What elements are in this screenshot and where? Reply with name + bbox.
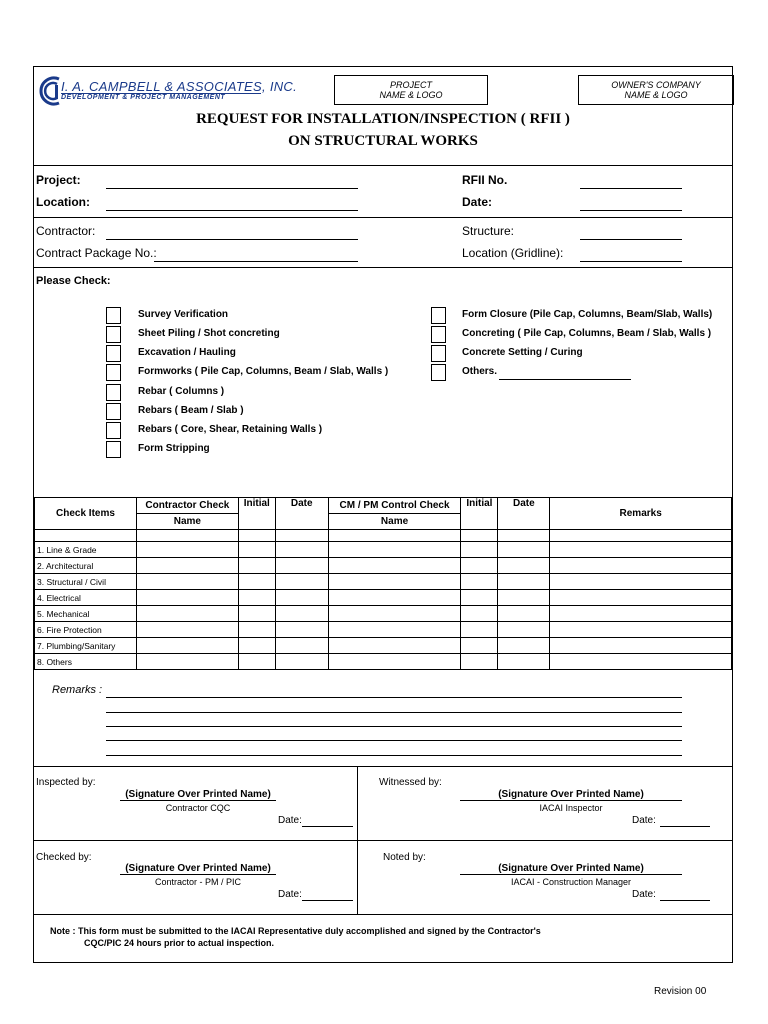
checkbox-form-closure[interactable] [431,307,446,324]
project-label: Project: [36,173,81,187]
table-row: 6. Fire Protection [35,622,732,638]
checkbox-formworks[interactable] [106,364,121,381]
rfii-form [33,66,733,963]
check-label: Rebar ( Columns ) [138,386,225,397]
signature-checked[interactable]: (Signature Over Printed Name) [120,863,276,875]
check-label: Form Stripping [138,443,210,454]
check-label: Sheet Piling / Shot concreting [138,328,280,339]
header-cm-pm-check: CM / PM Control Check [328,498,461,514]
checkbox-rebars-core[interactable] [106,422,121,439]
date-label: Date: [278,815,302,826]
location-gridline-label: Location (Gridline): [462,246,564,260]
table-row: 7. Plumbing/Sanitary [35,638,732,654]
date-field[interactable] [580,210,682,211]
page-subtitle: ON STRUCTURAL WORKS [288,133,478,149]
revision-label: Revision 00 [654,986,707,997]
checked-by-label: Checked by: [36,852,92,863]
table-row: 5. Mechanical [35,606,732,622]
contractor-label: Contractor: [36,224,96,238]
check-label: Rebars ( Core, Shear, Retaining Walls ) [138,424,323,435]
date-field[interactable] [660,900,710,901]
remarks-line[interactable] [106,697,682,698]
date-label: Date: [632,889,656,900]
witnessed-by-label: Witnessed by: [379,777,442,788]
header-check-items: Check Items [35,498,137,530]
check-label: Formworks ( Pile Cap, Columns, Beam / Slab, Walls ) [138,366,389,377]
checkbox-sheet-piling[interactable] [106,326,121,343]
checkbox-concrete-setting[interactable] [431,345,446,362]
table-row: 8. Others [35,654,732,670]
checkbox-survey[interactable] [106,307,121,324]
header-remarks: Remarks [550,498,732,530]
contract-package-field[interactable] [154,261,358,262]
structure-label: Structure: [462,224,515,238]
table-row: 1. Line & Grade [35,542,732,558]
remarks-line[interactable] [106,740,682,741]
remarks-line[interactable] [106,726,682,727]
remarks-label: Remarks : [52,684,103,696]
checkbox-others[interactable] [431,364,446,381]
check-label: Others. [462,366,498,377]
check-label: Survey Verification [138,309,229,320]
signatory-role: Contractor CQC [165,803,231,813]
date-field[interactable] [302,826,353,827]
owner-logo-box: OWNER'S COMPANY NAME & LOGO [578,75,734,105]
table-row: 4. Electrical [35,590,732,606]
header-date: Date [275,498,328,530]
check-label: Concrete Setting / Curing [462,347,583,358]
checkbox-form-stripping[interactable] [106,441,121,458]
location-field[interactable] [106,210,358,211]
rfii-no-field[interactable] [580,188,682,189]
structure-field[interactable] [580,239,682,240]
checkbox-excavation[interactable] [106,345,121,362]
date-field[interactable] [660,826,710,827]
check-label: Form Closure (Pile Cap, Columns, Beam/Slab, Walls) [462,309,713,320]
check-label: Rebars ( Beam / Slab ) [138,405,244,416]
please-check-label: Please Check: [36,275,111,287]
noted-by-label: Noted by: [383,852,426,863]
check-label: Concreting ( Pile Cap, Columns, Beam / Slab, Walls ) [462,328,712,339]
company-name: I. A. CAMPBELL & ASSOCIATES, INC. [61,79,298,94]
signatory-role: Contractor - PM / PIC [154,877,242,887]
signature-witnessed[interactable]: (Signature Over Printed Name) [460,789,682,801]
location-label: Location: [36,195,90,209]
inspected-by-label: Inspected by: [36,777,96,788]
header-name: Name [136,514,238,530]
note-line-1: Note : This form must be submitted to the IACAI Representative duly accomplished and signed by the Contractor's [50,926,541,936]
header-date-2: Date [498,498,550,530]
check-table [34,497,732,670]
company-tagline: DEVELOPMENT & PROJECT MANAGEMENT [61,93,261,101]
signatory-role: IACAI - Construction Manager [510,877,632,887]
date-label: Date: [462,195,493,209]
location-gridline-field[interactable] [580,261,682,262]
remarks-line[interactable] [106,755,682,756]
note-line-2: CQC/PIC 24 hours prior to actual inspection. [84,938,275,948]
table-row: 2. Architectural [35,558,732,574]
header-contractor-check: Contractor Check [136,498,238,514]
project-logo-box: PROJECT NAME & LOGO [334,75,488,105]
contract-package-label: Contract Package No.: [36,246,157,260]
table-row: 3. Structural / Civil [35,574,732,590]
date-label: Date: [632,815,656,826]
signature-noted[interactable]: (Signature Over Printed Name) [460,863,682,875]
remarks-line[interactable] [106,712,682,713]
project-field[interactable] [106,188,358,189]
signatory-role: IACAI Inspector [539,803,603,813]
header-initial-2: Initial [461,498,498,530]
date-field[interactable] [302,900,353,901]
date-label: Date: [278,889,302,900]
signature-inspected[interactable]: (Signature Over Printed Name) [120,789,276,801]
others-field[interactable] [499,379,631,380]
header-name-2: Name [328,514,461,530]
checkbox-concreting[interactable] [431,326,446,343]
page-title: REQUEST FOR INSTALLATION/INSPECTION ( RFII ) [196,111,570,127]
check-label: Excavation / Hauling [138,347,236,358]
checkbox-rebar-columns[interactable] [106,384,121,401]
checkbox-rebars-beam[interactable] [106,403,121,420]
header-initial: Initial [238,498,275,530]
contractor-field[interactable] [106,239,358,240]
rfii-no-label: RFII No. [462,173,508,187]
